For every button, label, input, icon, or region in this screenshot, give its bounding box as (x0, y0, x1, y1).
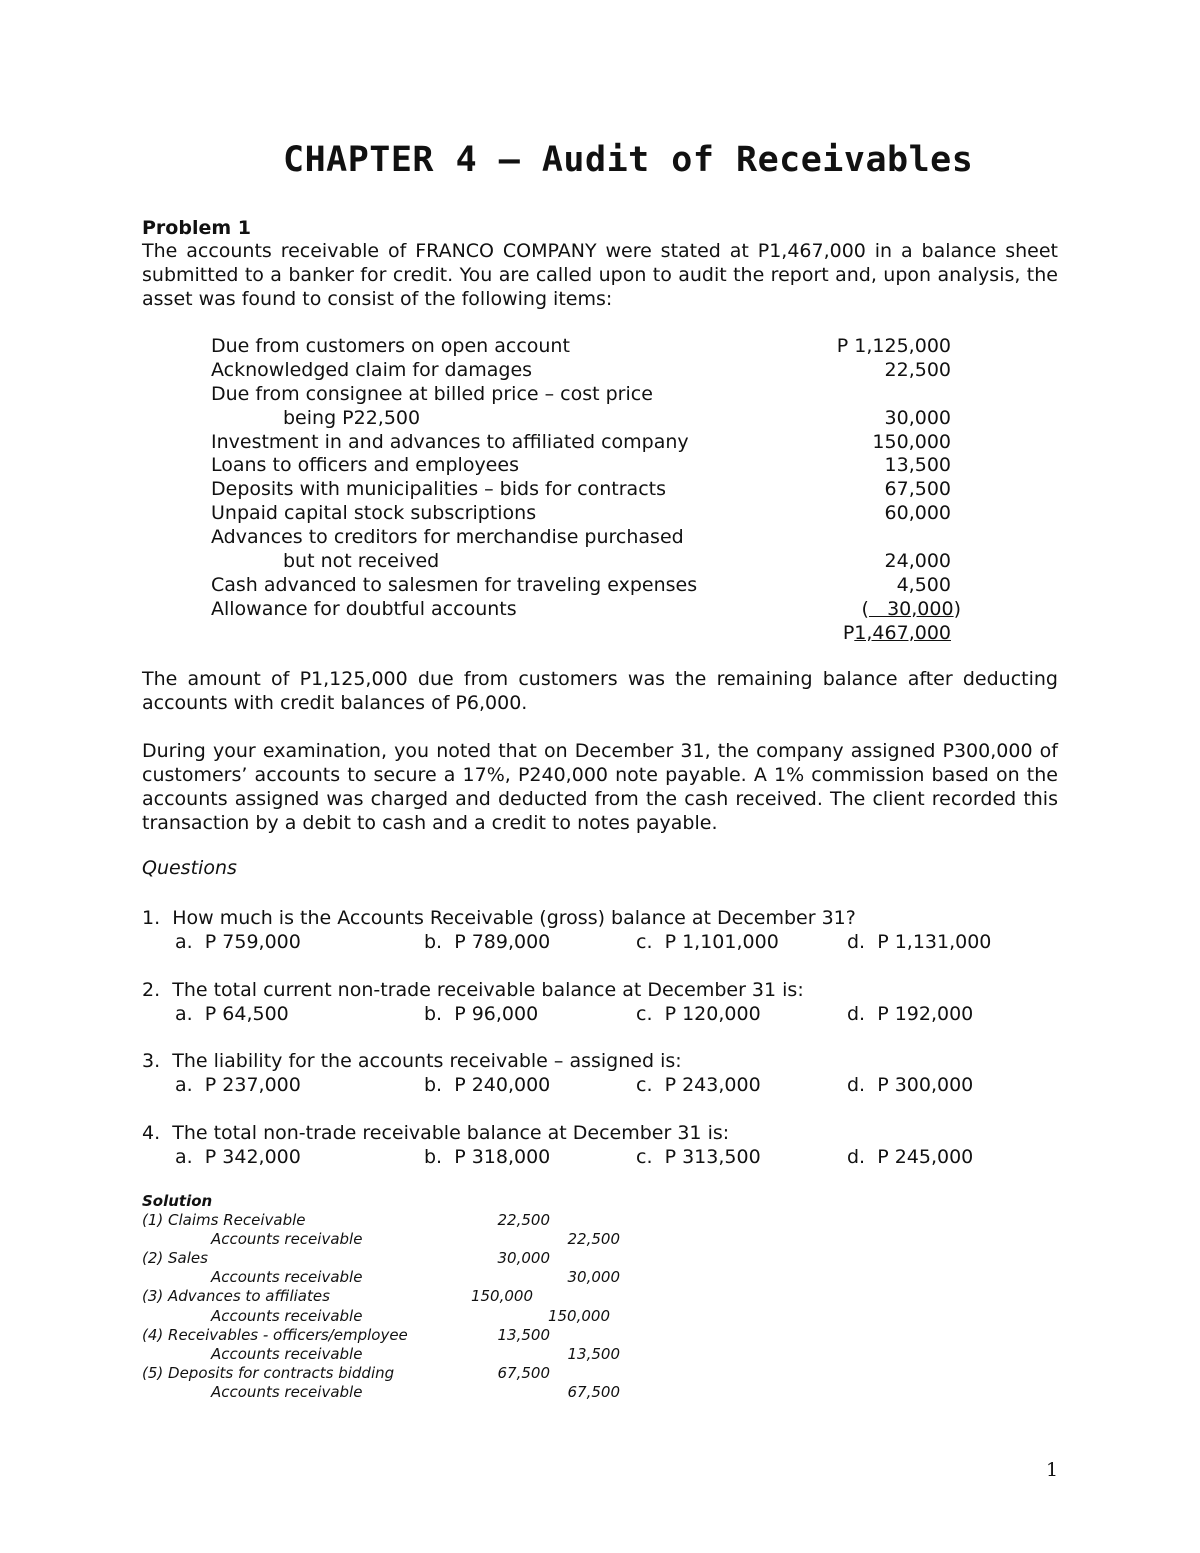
journal-debit-row: (5) Deposits for contracts bidding 67,500 (142, 1363, 550, 1382)
solution-section (142, 1192, 742, 1402)
option-b: b. P 240,000 (424, 1074, 551, 1096)
item-label: but not received (283, 550, 440, 573)
total-amount: P1,467,000 (842, 621, 951, 644)
item-row (211, 597, 971, 621)
item-amount: 60,000 (884, 502, 951, 525)
journal-debit-row: (4) Receivables - officers/employee 13,500 (142, 1325, 550, 1344)
solution-heading: Solution (142, 1192, 213, 1210)
option-b: b. P 318,000 (424, 1146, 551, 1168)
question-3: 3. The liability for the accounts receivable – assigned is: a. P 237,000 b. P 240,000 c. P 243,000 d. P 300,000 (142, 1049, 1042, 1097)
problem-heading: Problem 1 (142, 217, 251, 239)
question-options (142, 1002, 1042, 1026)
item-label: Due from consignee at billed price – cost price (211, 382, 653, 405)
item-row (211, 453, 971, 477)
question-options (142, 1145, 1042, 1169)
item-amount: 13,500 (884, 454, 951, 477)
option-c: c. P 313,500 (636, 1146, 761, 1168)
item-label: Advances to creditors for merchandise purchased (211, 526, 684, 549)
item-amount: 150,000 (872, 430, 951, 453)
option-a: a. P 64,500 (175, 1003, 289, 1025)
option-d: d. P 192,000 (847, 1003, 974, 1025)
paragraph-credit-balances: The amount of P1,125,000 due from customers was the remaining balance after deducting accounts with credit balances of P6,000. (142, 668, 1058, 714)
question-options (142, 1073, 1042, 1097)
item-row (211, 573, 971, 597)
option-c: c. P 1,101,000 (636, 931, 779, 953)
option-c: c. P 120,000 (636, 1003, 761, 1025)
problem-intro: The accounts receivable of FRANCO COMPANY were stated at P1,467,000 in a balance sheet submitted to a banker for credit. You are called upon to audit the report and, upon analysis, the asset was found to consist of the following items: (142, 240, 1058, 310)
journal-credit-row: Accounts receivable 13,500 (211, 1344, 620, 1363)
option-d: d. P 300,000 (847, 1074, 974, 1096)
item-label: Deposits with municipalities – bids for contracts (211, 478, 666, 501)
option-b: b. P 96,000 (424, 1003, 539, 1025)
item-label: Investment in and advances to affiliated company (211, 430, 689, 453)
item-row (211, 382, 971, 406)
question-4: 4. The total non-trade receivable balance at December 31 is: a. P 342,000 b. P 318,000 c. P 313,500 d. P 245,000 (142, 1121, 1042, 1169)
item-row (211, 406, 971, 430)
item-label: Allowance for doubtful accounts (211, 597, 517, 620)
item-label: Loans to officers and employees (211, 454, 519, 477)
item-amount: 67,500 (884, 478, 951, 501)
option-a: a. P 342,000 (175, 1146, 301, 1168)
journal-credit-row: Accounts receivable 22,500 (211, 1230, 620, 1249)
total-row (211, 621, 971, 645)
item-row (211, 501, 971, 525)
paragraph-assignment: During your examination, you noted that on December 31, the company assigned P300,000 of customers’ accounts to secure a 17%, P240,000 note payable. A 1% commission based on the accounts assigned was charged and deducted from the cash received. The client recorded this transaction by a debit to cash and a credit to notes payable. (142, 740, 1058, 834)
item-label: Due from customers on open account (211, 335, 570, 357)
item-label: Acknowledged claim for damages (211, 358, 533, 381)
option-d: d. P 245,000 (847, 1146, 974, 1168)
item-label: being P22,500 (283, 406, 421, 429)
option-b: b. P 789,000 (424, 931, 551, 953)
item-amount: P 1,125,000 (836, 335, 951, 357)
question-options (142, 930, 1042, 954)
item-row (211, 430, 971, 454)
journal-credit-row: Accounts receivable 67,500 (211, 1382, 620, 1401)
item-row (211, 549, 971, 573)
questions-heading: Questions (142, 857, 237, 879)
item-amount: 22,500 (884, 358, 951, 381)
item-row (211, 477, 971, 501)
option-a: a. P 759,000 (175, 931, 301, 953)
receivable-items-list (211, 334, 971, 645)
item-row (211, 334, 971, 358)
journal-credit-row: Accounts receivable 30,000 (211, 1268, 620, 1287)
item-amount: 4,500 (896, 573, 951, 596)
option-c: c. P 243,000 (636, 1074, 761, 1096)
journal-debit-row: (1) Claims Receivable 22,500 (142, 1211, 550, 1230)
journal-debit-row: (2) Sales 30,000 (142, 1249, 550, 1268)
option-d: d. P 1,131,000 (847, 931, 992, 953)
journal-debit-row: (3) Advances to affiliates 150,000 (142, 1287, 533, 1306)
item-label: Unpaid capital stock subscriptions (211, 502, 537, 525)
chapter-title: CHAPTER 4 – Audit of Receivables (283, 140, 974, 180)
question-2: 2. The total current non-trade receivable balance at December 31 is: a. P 64,500 b. P 96,000 c. P 120,000 d. P 192,000 (142, 978, 1042, 1026)
journal-credit-row: Accounts receivable 150,000 (211, 1306, 610, 1325)
item-amount: 30,000 (884, 406, 951, 429)
item-row (211, 525, 971, 549)
item-row (211, 358, 971, 382)
item-label: Cash advanced to salesmen for traveling expenses (211, 573, 698, 596)
page-number: 1 (1046, 1459, 1059, 1481)
allowance-amount: ( 30,000) (861, 597, 961, 620)
question-1: 1. How much is the Accounts Receivable (gross) balance at December 31? a. P 759,000 b. P 789,000 c. P 1,101,000 d. P 1,131,000 (142, 906, 1042, 954)
item-amount: 24,000 (884, 550, 951, 573)
option-a: a. P 237,000 (175, 1074, 301, 1096)
